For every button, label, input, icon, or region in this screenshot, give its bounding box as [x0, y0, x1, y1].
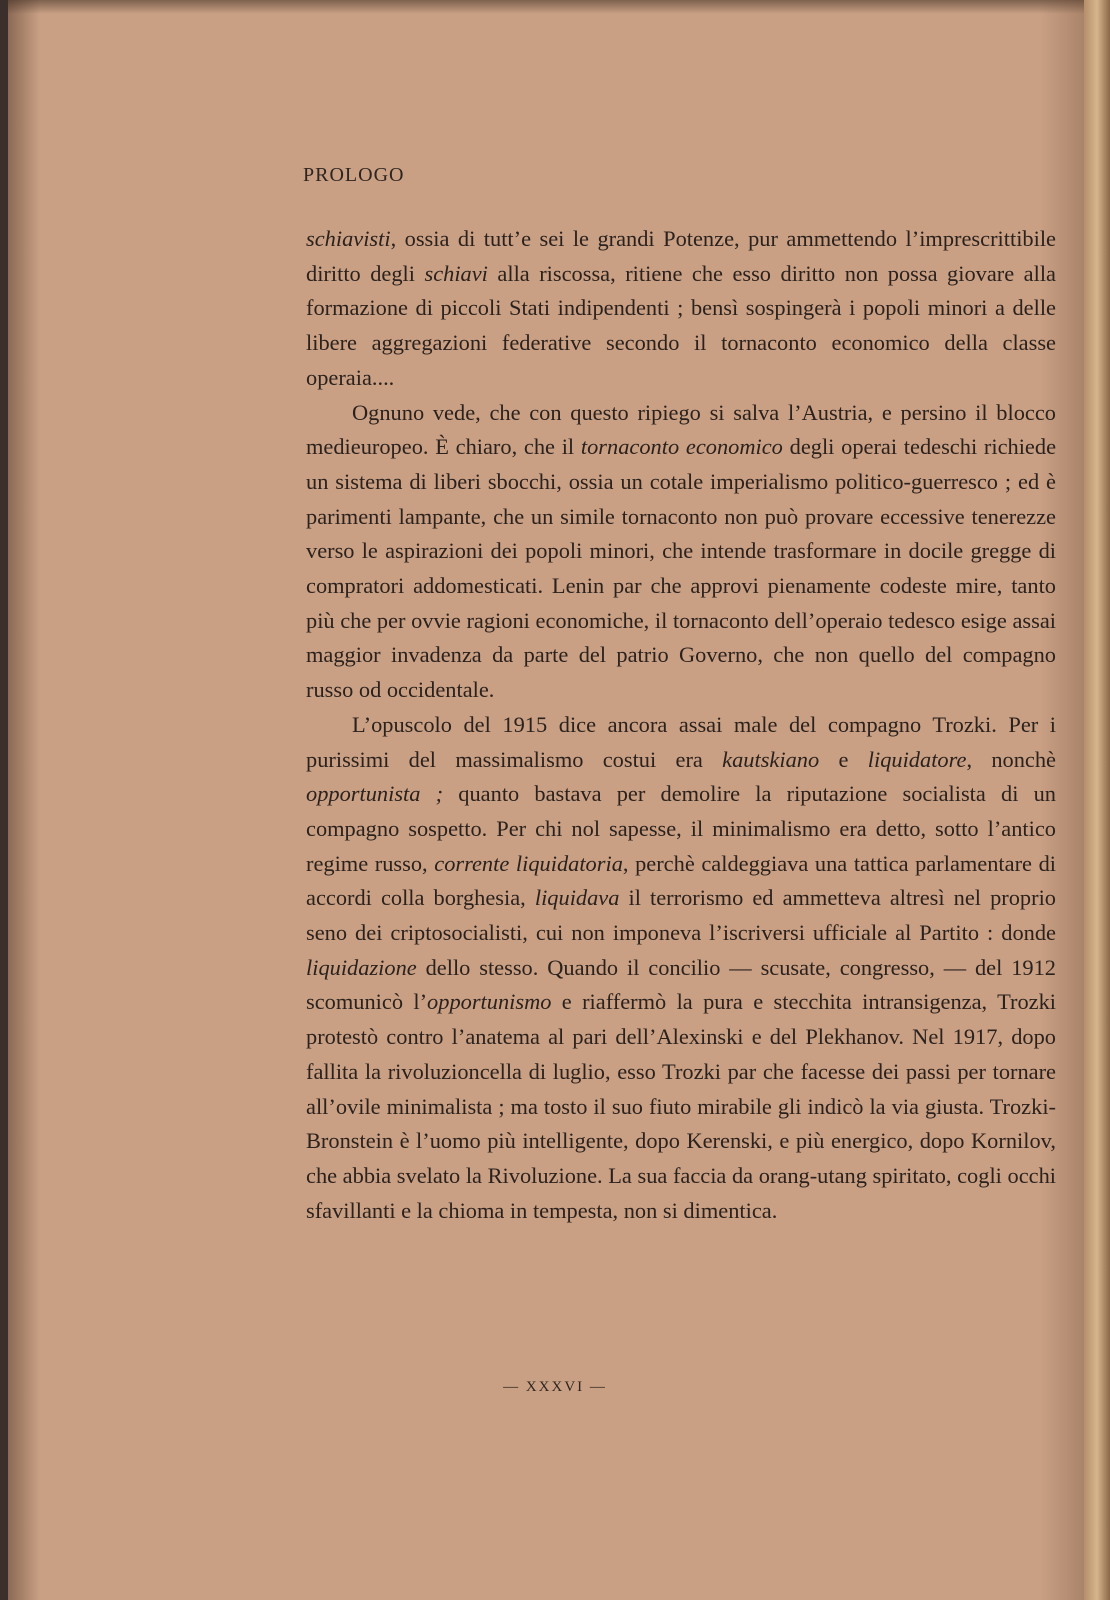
text-run: alla riscossa, ritiene che esso diritto non possa giovare alla formazione di piccoli Stati indipendenti ; bensì sospingerà i popoli minori a delle libere aggregazioni federative secondo il tornaconto economico della classe operaia....	[306, 260, 1056, 390]
italic-run: liquidava	[534, 885, 620, 911]
italic-run: schiavisti	[306, 226, 391, 251]
page-number: — XXXVI —	[503, 1379, 607, 1395]
text-run: e	[819, 746, 868, 772]
binding-edge	[0, 0, 8, 1600]
italic-run: kautskiano	[722, 746, 820, 772]
italic-run: schiavi	[424, 260, 488, 286]
text-run: e riaffermò la pura e stecchita intransigenza, Trozki protestò contro l’anatema al pari dell’Alexinski e del Plekhanov. Nel 1917, dopo fallita la rivoluzioncella di luglio, esso Trozki par che facesse dei passi per tornare all’ovile minimalista ; ma tosto il suo fiuto mirabile gli indicò la via giusta. Trozki-Bronstein è l’uomo più intelligente, dopo Kerenski, e più energico, dopo Kornilov, che abbia svelato la Rivoluzione. La sua faccia da orang-utang spiritato, cogli occhi sfavillanti e la chioma in tempesta, non si dimentica.	[306, 989, 1056, 1223]
text-run: Ognuno vede, che con questo ripiego si salva l’Austria, e persino il blocco medieuropeo. È chiaro, che il	[306, 399, 1056, 460]
body-text	[306, 222, 1056, 1228]
text-run: , ossia di tutt’e sei le grandi Potenze, pur ammettendo l’imprescrittibile diritto degli	[306, 226, 1056, 286]
page-edge	[1084, 0, 1110, 1600]
paragraph-1	[306, 222, 1056, 396]
text-run: dello stesso. Quando il concilio — scusate, congresso, — del 1912 scomunicò l’	[306, 954, 1056, 1015]
text-run: degli operai tedeschi richiede un sistema di liberi sbocchi, ossia un cotale imperialismo politico-guerresco ; ed è parimenti lampante, che un simile tornaconto non può provare eccessive tenerezze verso le aspirazioni dei popoli minori, che intende trasformare in docile gregge di compratori addomesticati. Lenin par che approvi pienamente codeste mire, tanto più che per ovvie ragioni economiche, il tornaconto dell’operaio tedesco esige assai maggior invadenza da parte del patrio Governo, che non quello del compagno russo od occidentale.	[306, 434, 1057, 703]
italic-run: liquidazione	[306, 954, 417, 980]
italic-run: corrente liquidatoria	[434, 850, 623, 876]
italic-run: tornaconto economico	[580, 434, 783, 460]
text-run: , perchè caldeggiava una tattica parlamentare di accordi colla borghesia,	[306, 850, 1057, 911]
paragraph-3	[306, 708, 1056, 1229]
italic-run: opportunismo	[427, 989, 552, 1015]
paragraph-2	[306, 396, 1056, 708]
italic-run: liquidatore	[867, 746, 967, 772]
text-run: quanto bastava per demolire la riputazione socialista di un compagno sospetto. Per chi nol sapesse, il minimalismo era detto, sotto l’antico regime russo,	[306, 781, 1056, 876]
text-run: il terrorismo ed ammetteva altresì nel proprio seno dei criptosocialisti, cui non imponeva l’iscriversi ufficiale al Partito : donde	[306, 885, 1056, 946]
text-run: , nonchè	[966, 746, 1056, 772]
running-head: PROLOGO	[303, 164, 405, 186]
text-run: L’opuscolo del 1915 dice ancora assai male del compagno Trozki. Per i purissimi del massimalismo costui era	[306, 711, 1056, 772]
italic-run: opportunista ;	[306, 781, 444, 807]
